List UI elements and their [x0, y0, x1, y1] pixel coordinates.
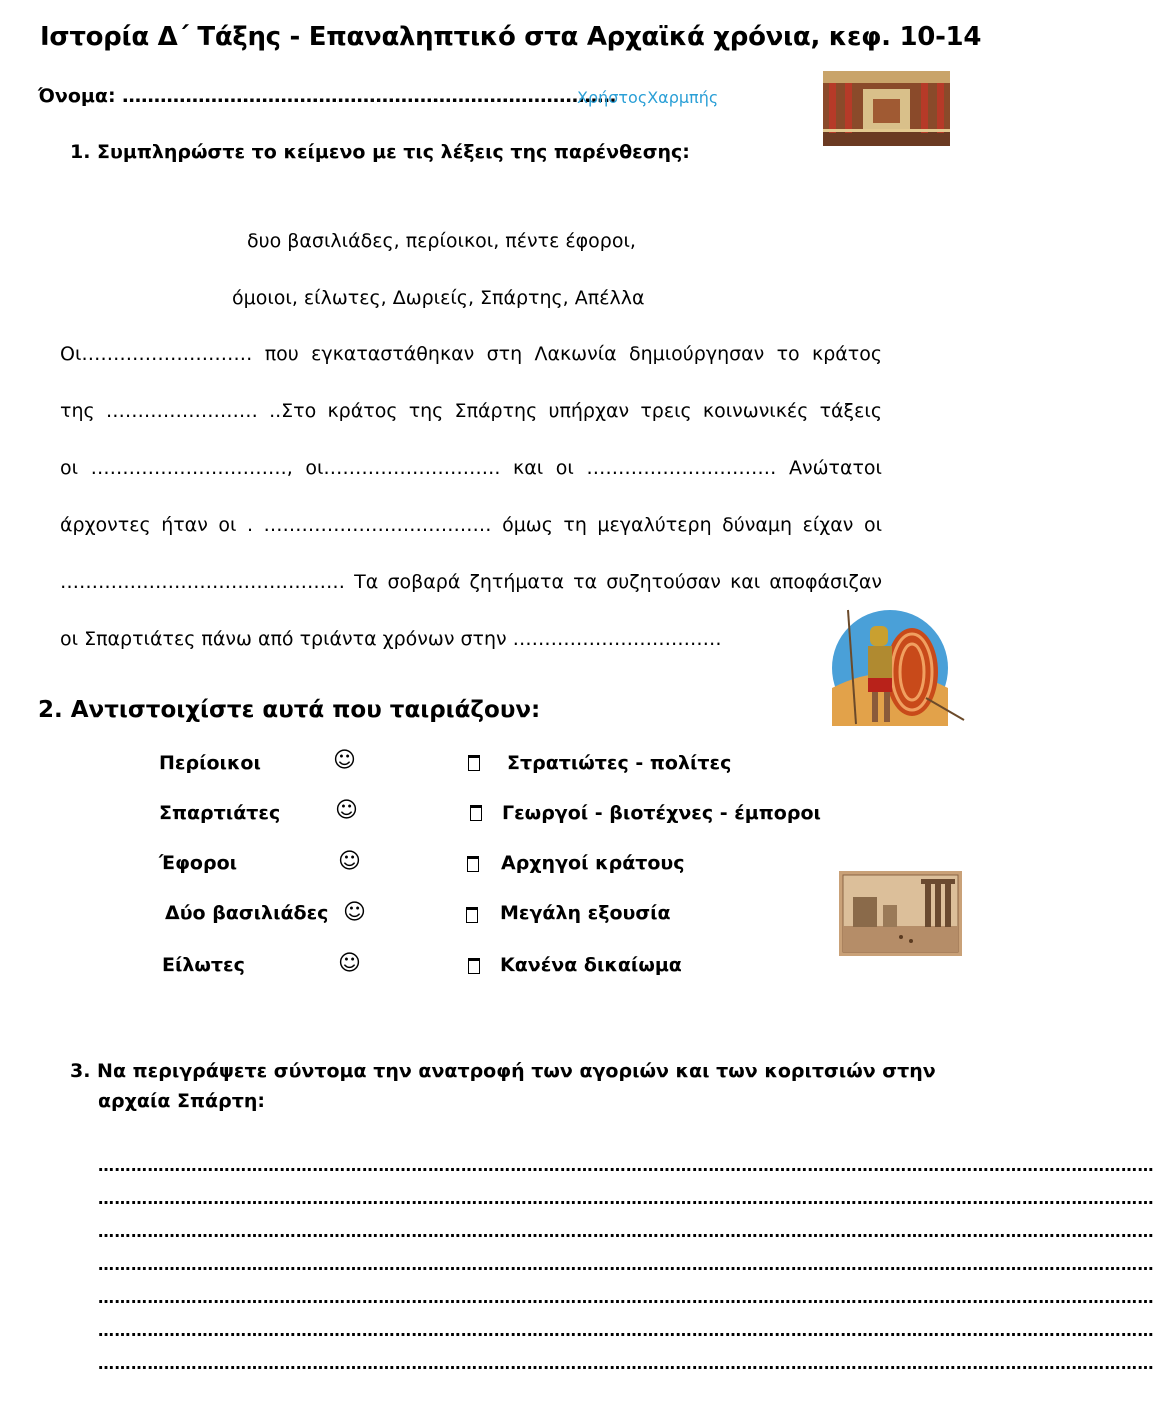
checkbox-icon[interactable] [466, 907, 478, 923]
answer-line[interactable]: ………………………………………………………………………………………………………………………………………………………………………… [98, 1321, 1154, 1340]
author-credit: ΧρήστοςΧαρμπής [577, 88, 719, 107]
match-left-item: Σπαρτιάτες [159, 802, 281, 824]
answer-line[interactable]: ………………………………………………………………………………………………………………………………………………………………………… [98, 1354, 1154, 1373]
question-3-heading: 3. Να περιγράψετε σύντομα την ανατροφή των αγοριών και των κοριτσιών στην [70, 1060, 936, 1082]
fill-in-line[interactable]: οι Σπαρτιάτες πάνω από τριάντα χρόνων στην …………………………… [60, 628, 722, 650]
checkbox-icon[interactable] [470, 805, 482, 821]
answer-line[interactable]: ………………………………………………………………………………………………………………………………………………………………………… [98, 1156, 1154, 1175]
match-right-item: Αρχηγοί κράτους [501, 852, 685, 874]
checkbox-icon[interactable] [468, 755, 480, 771]
match-right-item: Μεγάλη εξουσία [500, 902, 671, 924]
smiley-icon[interactable]: ☺ [343, 900, 366, 925]
word-bank-line: δυο βασιλιάδες, περίοικοι, πέντε έφοροι, [247, 230, 636, 252]
question-1-heading: 1. Συμπληρώστε το κείμενο με τις λέξεις της παρένθεσης: [70, 141, 690, 163]
answer-line[interactable]: ………………………………………………………………………………………………………………………………………………………………………… [98, 1288, 1154, 1307]
fill-in-line[interactable]: άρχοντες ήταν οι . ……………………………… όμως τη μεγαλύτερη δύναμη είχαν οι [60, 514, 882, 536]
match-left-item: Έφοροι [159, 852, 238, 874]
checkbox-icon[interactable] [467, 856, 479, 872]
match-right-item: Κανένα δικαίωμα [500, 954, 682, 976]
word-bank-line: όμοιοι, είλωτες, Δωριείς, Σπάρτης, Απέλλα [232, 287, 645, 309]
ancient-city-engraving-image [839, 871, 962, 956]
checkbox-icon[interactable] [468, 958, 480, 974]
question-2-heading: 2. Αντιστοιχίστε αυτά που ταιριάζουν: [38, 697, 541, 723]
smiley-icon[interactable]: ☺ [335, 798, 358, 823]
page-title: Ιστορία Δ΄ Τάξης - Επαναληπτικό στα Αρχαϊκά χρόνια, κεφ. 10-14 [40, 22, 982, 52]
match-left-item: Δύο βασιλιάδες [165, 902, 329, 924]
palace-interior-image [823, 71, 950, 146]
smiley-icon[interactable]: ☺ [333, 748, 356, 773]
spartan-warrior-image [826, 608, 966, 726]
match-left-item: Περίοικοι [159, 752, 261, 774]
name-field-label[interactable]: Όνομα: …………………………………………………………………… [38, 85, 617, 107]
smiley-icon[interactable]: ☺ [338, 849, 361, 874]
answer-line[interactable]: ………………………………………………………………………………………………………………………………………………………………………… [98, 1222, 1154, 1241]
match-left-item: Είλωτες [162, 954, 245, 976]
question-3-heading-continued: αρχαία Σπάρτη: [98, 1090, 265, 1112]
fill-in-line[interactable]: της …………………… ..Στο κράτος της Σπάρτης υπήρχαν τρεις κοινωνικές τάξεις [60, 400, 882, 422]
answer-line[interactable]: ………………………………………………………………………………………………………………………………………………………………………… [98, 1255, 1154, 1274]
fill-in-line[interactable]: Οι……………………… που εγκαταστάθηκαν στη Λακωνία δημιούργησαν το κράτος [60, 343, 882, 365]
match-right-item: Στρατιώτες - πολίτες [507, 752, 732, 774]
smiley-icon[interactable]: ☺ [338, 951, 361, 976]
answer-line[interactable]: ………………………………………………………………………………………………………………………………………………………………………… [98, 1189, 1154, 1208]
match-right-item: Γεωργοί - βιοτέχνες - έμποροι [502, 802, 821, 824]
fill-in-line[interactable]: ……………………………………… Τα σοβαρά ζητήματα τα συζητούσαν και αποφάσιζαν [60, 571, 882, 593]
fill-in-line[interactable]: οι …………………………., οι………………………. και οι ………………………… Ανώτατοι [60, 457, 882, 479]
